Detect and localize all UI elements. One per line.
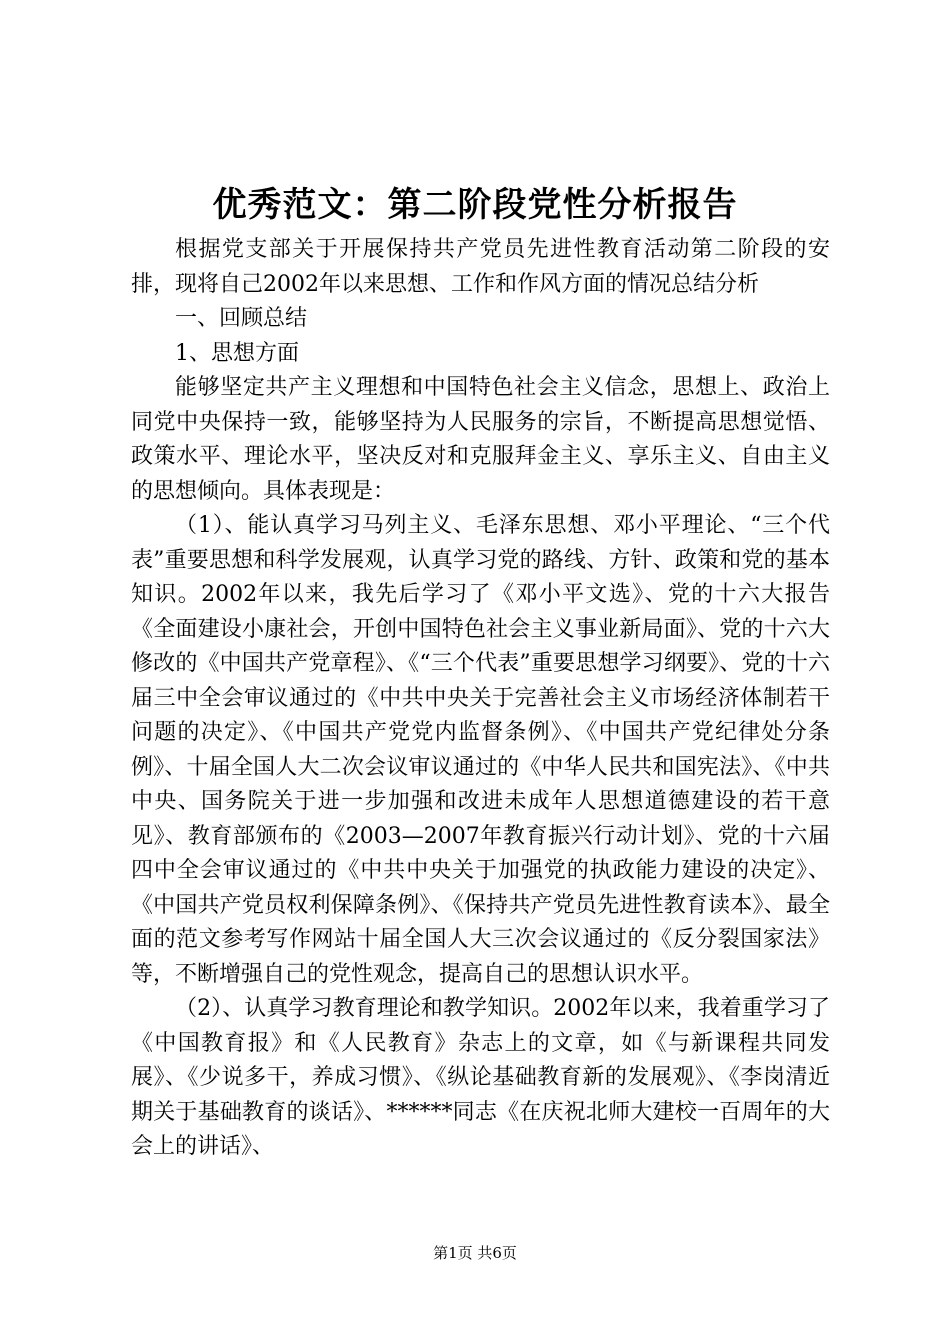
section-heading-review: 一、回顾总结 (175, 306, 308, 331)
intro-paragraph: 根据党支部关于开展保持共产党员先进性教育活动第二阶段的安排，现将自己2002年以来思想、工作和作风方面的情况总结分析 (131, 237, 830, 297)
document-body (131, 233, 830, 1165)
thought-paragraph: 能够坚定共产主义理想和中国特色社会主义信念，思想上、政治上同党中央保持一致，能够坚持为人民服务的宗旨，不断提高思想觉悟、政策水平、理论水平，坚决反对和克服拜金主义、享乐主义、自由主义的思想倾向。具体表现是： (131, 375, 830, 504)
page-number-footer: 第1页 共6页 (433, 1244, 517, 1262)
subsection-heading-thought: 1、思想方面 (175, 340, 299, 366)
study-paragraph-1: （1）、能认真学习马列主义、毛泽东思想、邓小平理论、“三个代表”重要思想和科学发展观，认真学习党的路线、方针、政策和党的基本知识。2002年以来，我先后学习了《邓小平文选》、党的十六大报告《全面建设小康社会，开创中国特色社会主义事业新局面》、党的十六大修改的《中国共产党章程》、《“三个代表”重要思想学习纲要》、党的十六届三中全会审议通过的《中共中央关于完善社会主义市场经济体制若干问题的决定》、《中国共产党党内监督条例》、《中国共产党纪律处分条例》、十届全国人大二次会议审议通过的《中华人民共和国宪法》、《中共中央、国务院关于进一步加强和改进未成年人思想道德建设的若干意见》、教育部颁布的《2003—2007年教育振兴行动计划》、党的十六届四中全会审议通过的《中共中央关于加强党的执政能力建设的决定》、《中国共产党员权利保障条例》、《保持共产党员先进性教育读本》、最全面的范文参考写作网站十届全国人大三次会议通过的《反分裂国家法》等，不断增强自己的党性观念，提高自己的思想认识水平。 (131, 513, 830, 987)
study-paragraph-2: （2）、认真学习教育理论和教学知识。2002年以来，我着重学习了《中国教育报》和《人民教育》杂志上的文章，如《与新课程共同发展》、《少说多干，养成习惯》、《纵论基础教育新的发展观》、《李岗清近期关于基础教育的谈话》、******同志《在庆祝北师大建校一百周年的大会上的讲话》、 (131, 996, 830, 1159)
document-title: 优秀范文：第二阶段党性分析报告 (212, 185, 738, 225)
